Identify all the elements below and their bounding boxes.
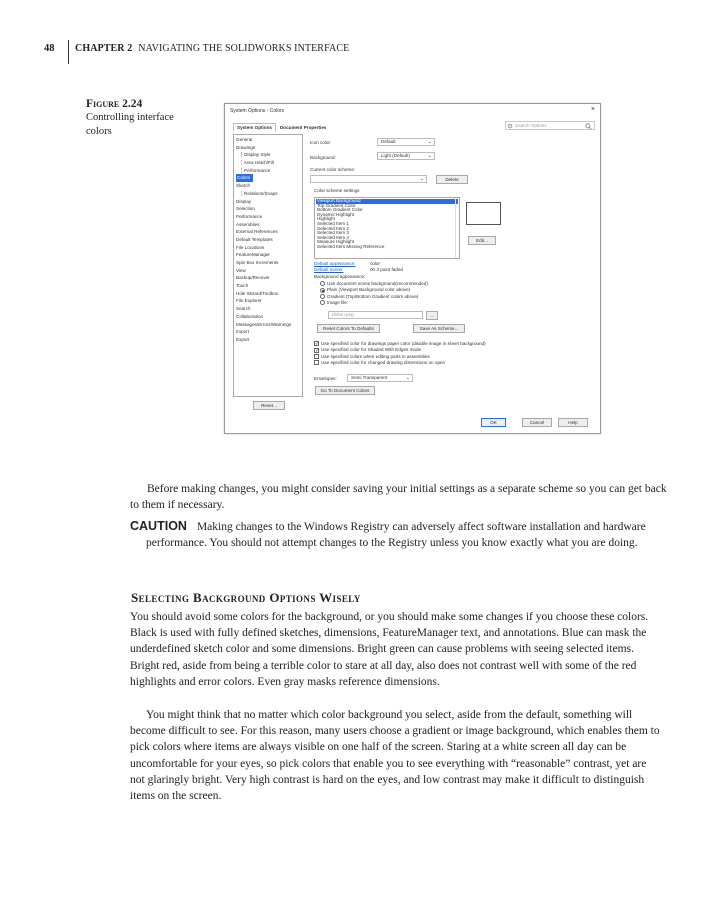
tree-item[interactable] <box>235 259 301 267</box>
tree-item-label: Default Templates <box>236 236 273 242</box>
color-preview-swatch <box>466 202 501 225</box>
tree-item-label: Spin Box Increments <box>236 260 279 265</box>
edit-color-button[interactable]: Edit... <box>468 236 496 245</box>
header-divider <box>68 40 69 64</box>
figure-caption-text: Controlling interface colors <box>86 112 174 137</box>
tree-item[interactable] <box>235 321 301 329</box>
tree-item-label: General <box>236 137 253 142</box>
dialog-tabs <box>233 123 330 132</box>
tree-item[interactable] <box>235 236 301 244</box>
search-options-placeholder: Search Options <box>515 123 547 128</box>
tree-item-label: Import <box>236 329 250 335</box>
ok-button[interactable]: OK <box>481 418 506 427</box>
tree-item[interactable] <box>235 267 301 275</box>
dialog-title: System Options - Colors <box>230 108 285 114</box>
system-options-dialog <box>224 103 601 434</box>
figure-label: Figure 2.24 <box>86 98 143 110</box>
tree-item[interactable] <box>235 182 301 190</box>
chevron-down-icon: ⌄ <box>427 153 432 159</box>
tree-item[interactable] <box>235 313 301 321</box>
tree-item[interactable] <box>235 274 301 282</box>
tree-item[interactable]: ┊ Display Style <box>240 152 271 158</box>
default-appearance-value: color <box>370 261 380 266</box>
checkbox[interactable] <box>314 360 319 365</box>
chevron-down-icon: ⌄ <box>419 176 424 182</box>
help-button[interactable]: Help <box>558 418 588 427</box>
chapter-title: NAVIGATING THE SOLIDWORKS INTERFACE <box>138 43 350 54</box>
color-scheme-item[interactable]: Selected Item 2 <box>317 225 349 231</box>
browse-button[interactable]: ... <box>426 311 438 320</box>
checkbox[interactable]: ✓ <box>315 347 320 354</box>
tree-item-label: Export <box>236 336 250 342</box>
color-scheme-item[interactable]: Dynamic Highlight <box>317 211 355 217</box>
image-file-input[interactable] <box>328 311 423 319</box>
tree-item[interactable] <box>235 244 301 252</box>
color-scheme-item[interactable]: Selected Item 1 <box>317 220 349 226</box>
tree-item[interactable] <box>235 282 301 290</box>
reset-colors-button[interactable]: Reset Colors To Defaults <box>317 324 380 333</box>
settings-gear-icon <box>507 123 513 129</box>
background-radio-option[interactable] <box>320 300 428 306</box>
tree-item[interactable]: ┊ Area Hatch/Fill <box>240 160 274 166</box>
background-label: Background: <box>310 155 336 160</box>
tree-item-label: Touch <box>236 283 249 289</box>
tree-item-label: Area Hatch/Fill <box>243 160 274 166</box>
caution-note <box>130 518 676 551</box>
radio-button[interactable] <box>320 300 325 305</box>
radio-button[interactable] <box>320 288 325 293</box>
search-options-input[interactable] <box>505 121 595 130</box>
color-scheme-item[interactable]: Selected Item Missing Reference <box>317 243 385 249</box>
body-paragraph-2: You should avoid some colors for the background, or you should make some changes if you choose these colors. Black is used with fully defined sketches, dimensions, FeatureManager text, and annotations. Blue can mask the underdefined sketch color and some dimensions. Bright green can cause problems with seeing selected items. Bright red, aside from being a terrible color to stare at all day, also does not contrast well with some of the red highlights and error colors. Even gray masks reference dimensions. <box>130 611 649 688</box>
tree-item[interactable] <box>235 290 301 298</box>
scrollbar[interactable] <box>455 198 459 258</box>
color-scheme-item[interactable]: Selected Item 4 <box>317 234 349 240</box>
tree-item[interactable] <box>235 205 301 213</box>
envelopes-dropdown[interactable] <box>347 374 413 382</box>
tree-item[interactable] <box>235 213 301 221</box>
radio-label: Gradient (Top/Bottom Gradient colors above) <box>327 293 419 299</box>
tree-item-label: File Explorer <box>236 298 262 304</box>
caution-label: CAUTION <box>130 519 187 533</box>
checkbox-label: Use specified color for drawings paper color (disable image in sheet background) <box>321 341 486 346</box>
color-scheme-dropdown[interactable] <box>310 175 427 183</box>
figure-caption <box>86 97 198 139</box>
current-scheme-label: Current color scheme: <box>310 167 356 172</box>
checkbox[interactable] <box>314 354 319 359</box>
color-checkbox-group <box>314 341 486 366</box>
checkbox[interactable]: ✓ <box>315 341 320 348</box>
tree-item-label: Hole Wizard/Toolbox <box>236 290 279 296</box>
tree-item-label: Sketch <box>236 183 251 189</box>
radio-button[interactable] <box>320 281 325 286</box>
options-tree[interactable] <box>233 134 303 397</box>
tree-item[interactable] <box>235 305 301 313</box>
tree-item-label: Messages/Errors/Warnings <box>236 321 292 327</box>
go-to-document-colors-button[interactable]: Go To Document Colors <box>315 386 375 395</box>
tree-item[interactable] <box>235 198 301 206</box>
background-dropdown[interactable] <box>377 152 435 160</box>
tree-item-label: Collaboration <box>236 313 264 319</box>
save-as-scheme-button[interactable]: Save As Scheme... <box>413 324 465 333</box>
delete-button[interactable]: Delete <box>436 175 468 184</box>
tree-item-label: Performance <box>236 213 263 219</box>
tree-item[interactable] <box>235 336 301 344</box>
radio-label: Image file: <box>327 299 349 305</box>
checkbox-label: Use specified color for changed drawing dimensions on open <box>321 359 446 365</box>
tree-item-label: FeatureManager <box>236 252 270 258</box>
tree-item-label: Selection <box>236 206 255 212</box>
tree-item-label: Assemblies <box>236 221 260 227</box>
icon-color-value: Default <box>381 139 396 144</box>
chevron-down-icon: ⌄ <box>427 139 432 145</box>
body-paragraph-3: You might think that no matter which color background you select, aside from the default, something will become difficult to see. For this reason, many users choose a gradient or image background, which enables them to pick colors where items are always visible on one half of the screen. Staring at a white screen all day can be uncomfortable for your eyes, so pick colors that enable you to see everything with “reasonable” contrast, yet are not glaringly bright. Very high contrast is hard on the eyes, and low contrast may make it difficult to distinguish items on the screen. <box>130 709 660 803</box>
tree-item-label: Display <box>236 198 252 204</box>
tree-item[interactable] <box>235 297 301 305</box>
tree-item[interactable] <box>235 221 301 229</box>
tree-item[interactable] <box>235 144 301 152</box>
tab-system-options[interactable]: System Options <box>233 123 276 132</box>
tree-item-label: External References <box>236 229 278 235</box>
chevron-down-icon: ⌄ <box>405 375 410 381</box>
tree-item[interactable] <box>235 136 301 144</box>
tree-item-label: Drawings <box>236 144 256 150</box>
radio-button[interactable] <box>320 294 325 299</box>
icon-color-dropdown[interactable] <box>377 138 435 146</box>
tab-document-properties[interactable]: Document Properties <box>279 125 327 130</box>
chapter-number: CHAPTER 2 <box>75 43 133 54</box>
tree-item-label: Performance <box>244 167 271 173</box>
section-heading: Selecting Background Options Wisely <box>131 590 361 605</box>
body-paragraph-1: Before making changes, you might consider saving your initial settings as a separate scheme so you can get back to them if necessary. <box>130 483 667 512</box>
tree-item-label: Search <box>236 306 251 312</box>
radio-label: Use document scene background(recommended) <box>327 281 428 286</box>
color-scheme-item[interactable]: Selected Item 3 <box>317 230 349 236</box>
color-scheme-item[interactable]: Measure Highlight <box>317 239 355 245</box>
checkbox-label: Use specified colors when editing parts in assemblies <box>321 353 430 359</box>
scheme-settings-label: Color scheme settings <box>314 188 360 193</box>
color-scheme-item[interactable]: Highlight <box>317 216 335 222</box>
default-appearance-link[interactable]: Default appearance: <box>314 261 356 266</box>
tree-item-label: View <box>236 267 246 273</box>
cancel-button[interactable]: Cancel <box>522 418 552 427</box>
image-file-value: ribbon.png <box>332 312 354 317</box>
default-scene-link[interactable]: Default scene: <box>314 267 344 272</box>
tree-item[interactable] <box>235 228 301 236</box>
color-option-checkbox-row[interactable] <box>314 360 486 366</box>
tree-item-label: Backup/Recover <box>236 275 270 281</box>
envelopes-label: Envelopes: <box>314 376 337 381</box>
color-scheme-item[interactable]: Top Gradient Color <box>317 202 356 208</box>
tree-item[interactable]: ┊ Relations/Snaps <box>240 190 278 196</box>
envelopes-value: Semi Transparent <box>351 375 388 380</box>
default-scene-value: 00 3 point faded <box>370 267 403 272</box>
chapter-heading <box>75 43 349 54</box>
tree-item[interactable]: ┊ Performance <box>240 167 271 173</box>
tree-item[interactable] <box>235 251 301 259</box>
caution-text: Making changes to the Windows Registry can adversely affect software installation and hardware performance. You should not attempt changes to the Registry unless you know exactly what you are doing. <box>146 521 646 550</box>
tree-item[interactable] <box>235 328 301 336</box>
background-radio-group <box>320 281 428 306</box>
background-value: Light (Default) <box>381 153 410 158</box>
search-icon <box>585 123 592 130</box>
icon-color-label: Icon color: <box>310 140 332 145</box>
page-number: 48 <box>44 43 55 54</box>
close-icon[interactable]: × <box>590 106 595 113</box>
color-scheme-item[interactable]: Bottom Gradient Color <box>317 207 363 213</box>
tree-item-label: Colors <box>236 174 253 182</box>
radio-label: Plain (Viewport Background color above) <box>327 287 411 293</box>
bg-appearance-label: Background appearance: <box>314 274 366 279</box>
tree-item-label: Relations/Snaps <box>244 190 278 196</box>
color-scheme-list[interactable] <box>314 197 460 259</box>
color-scheme-item[interactable]: Viewport Background <box>316 199 458 204</box>
tree-item[interactable] <box>235 174 301 182</box>
tree-item-label: Display Style <box>244 152 271 158</box>
tree-item-label: File Locations <box>236 244 265 250</box>
reset-button[interactable]: Reset... <box>253 401 285 410</box>
checkbox-label: Use specified color for Shaded With Edges mode <box>321 347 422 353</box>
